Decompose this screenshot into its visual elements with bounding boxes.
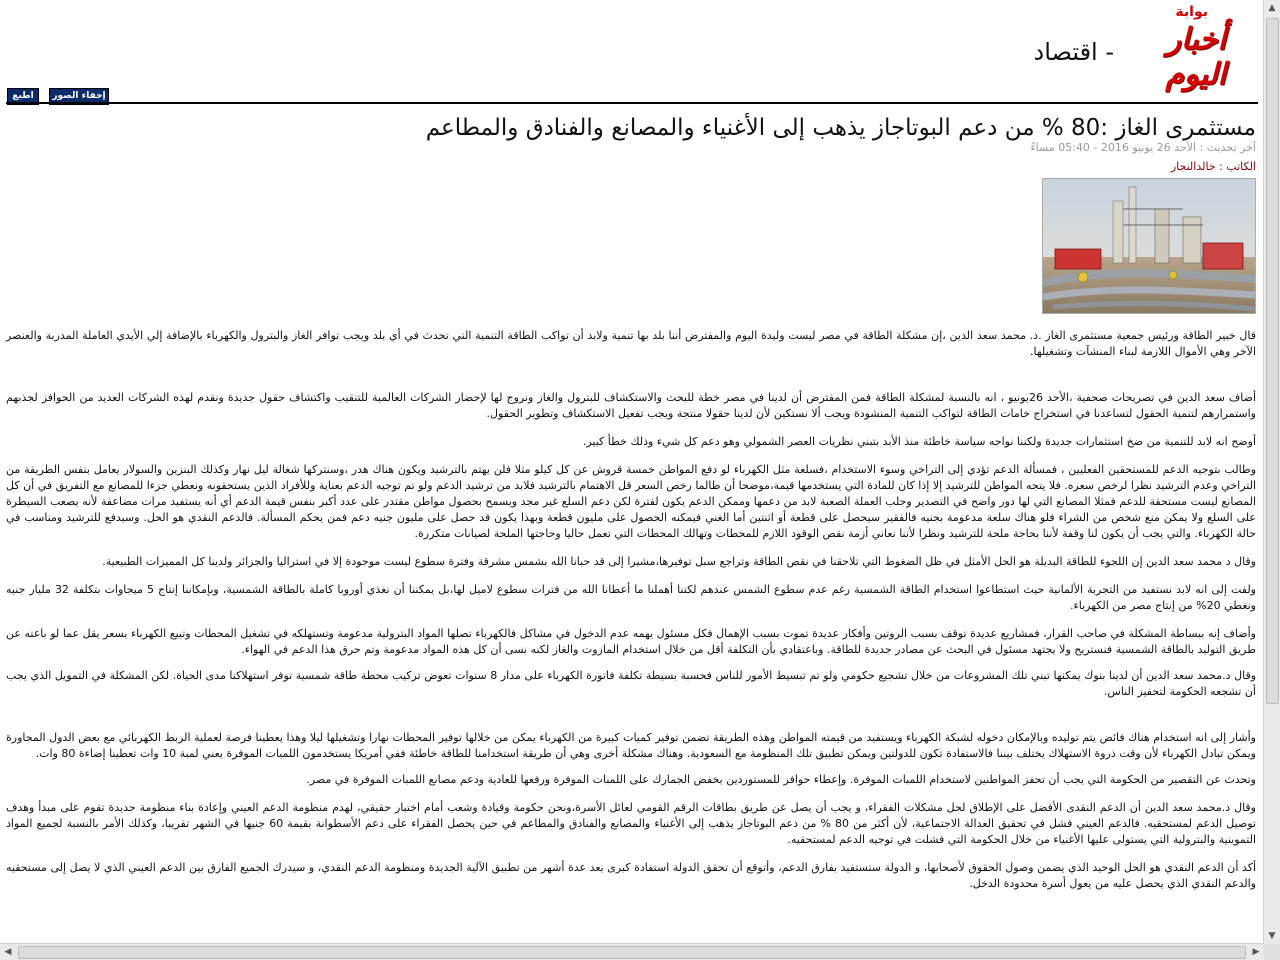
horizontal-scrollbar[interactable]: [0, 943, 1264, 960]
triangle-down-icon[interactable]: ▼: [1268, 931, 1276, 941]
logo-small-text: بوابة: [1175, 4, 1208, 20]
article-paragraph: أوضح انه لابد للتنمية من ضخ استثمارات جديدة ولكننا نواجه سياسة خاطئة منذ الأبد بتبني نظريات العصر الشمولي وهو دعم كل شيء وذلك خطأ كبير.: [582, 435, 1256, 448]
article-paragraph: أضاف سعد الدين في تصريحات صحفية ،الأحد 26يونيو ، انه بالنسبة لمشكلة الطاقة فمن المفترض أن لدينا في مصر خطة للبحث والاستكشاف للبترول والغاز ونروج لها لإحضار الشركات العالمية للتنقيب واكتشاف حقول جديدة ونقدم لهذه الشركات العديد من الحوافز لجذبهم واستمرارهم لتنمية الحقول لتساعدنا في استخراج خامات الطاقة لتواكب التنمية المنشودة ويجب ألا نستكين لأن لدينا حقولا منتجة ويجب تفعيل الاستكشاف وتطوير الحقول.: [6, 391, 1256, 420]
hide-images-button[interactable]: إخفاء الصور: [49, 88, 109, 105]
article-paragraph: أكد أن الدعم النقدي هو الحل الوحيد الذي يضمن وصول الحقوق لأصحابها، و الدولة ستستفيد بفارق الدعم، وأتوقع أن تحقق الدولة استفادة كبرى بعد عدة أشهر من تطبيق الآلية الجديدة ومنظومة الدعم النقدي، و سيدرك الجميع الفارق بين الدعم العيني الذي لا يصل إلى مستحقيه والدعم النقدي الذي يحصل عليه من يعول أسرة محدودة الدخل.: [6, 861, 1256, 890]
article-paragraph: وطالب بتوجيه الدعم للمستحقين الفعليين ، فمسألة الدعم تؤدي إلى التراخي وسوء الاستخدام ،فسلعة مثل الكهرباء لو دفع المواطن خمسة قروش عن كل كيلو مثلا فلن يهتم بالترشيد ويكون هناك هدر ،وسنتركها شغالة ليل نهار وكذلك البنزين والسولار يعامل بنفس الطريقة من التراخي وعدم الترشيد نظرا لرخص سعره. فلا يتجه المواطن للترشيد إلا إذا كان للمادة التي يستخدمها قيمة،موضحا أن طالما رخص السعر قل الاهتمام بالترشيد فلابد من ترشيد الدعم ولو تم توجيه الدعم بعناية وللأفراد الذين يستحقونه ونعطي جزءا للمصانع مع التفريق في أن كل المصانع ليست مستحقة للدعم فمثلا المصانع التي لها دور واضح في التصدير وجلب العملة الصعبة لابد من دعمها وممكن الدعم يكون لفترة لكن دعم السلع غير مجد ويسمح بحصول مواطن مقتدر على عدد أكبر بنفس قيمة الدعم أي أنه يستفيد مرات مضاعفة لأنه يصعب السيطرة على السلع ولا يمكن منع شخص من الشراء فلو هناك سلعة مدعومة بجنيه فالفقير سيحصل على قطعة أو اثنتين أما الغني فيمكنه الحصول على مليون قطعة وبهذا يكون قد حصل على مليون جنيه دعم فمن يحكم المسألة. فالدعم النقدي هو الحل. وسيدفع للترشيد ومناسب في حالة الكهرباء. والتي يجب أن يكون لنا وقفة لأننا بحاجة ملحة للترشيد ونظرا لأننا نعاني أزمة نقص الوقود اللازم للمحطات وتهالك المحطات التي تعمل حاليا وحاجتها الملحة لصيانات متكررة.: [6, 463, 1256, 540]
horizontal-scroll-thumb[interactable]: [18, 946, 1246, 959]
article-paragraph: قال خبير الطاقة ورئيس جمعية مستثمرى الغاز .د. محمد سعد الدين ،إن مشكلة الطاقة في مصر ليست وليدة اليوم والمفترض أننا بلد بها تنمية ولابد أن تواكب الطاقة التنمية التي تحدث في أي بلد ويجب توافر الغاز والبترول والكهرباء بالإضافة إلي الأيدي العاملة المدربة والعنصر الآخر وهي الأموال اللازمة لبناء المنشآت وتشغيلها.: [6, 329, 1256, 358]
site-logo[interactable]: [1118, 4, 1226, 92]
triangle-right-icon[interactable]: ▶: [1252, 947, 1260, 957]
vertical-scrollbar[interactable]: [1263, 0, 1280, 944]
logo-main-text: أخبار اليوم: [1165, 22, 1226, 92]
article-paragraph: وقال د.محمد سعد الدين أن الدعم النقدى الأفضل على الإطلاق لحل مشكلات الفقراء، و يجب أن يصل عن طريق بطاقات الرقم القومي لعائل الأسرة،ونحن حكومة وقيادة وشعب أمام اختبار حقيقي، لهدم منظومة الدعم العيني وإعادة بناء منظومة جديدة تقوم على مبدأ وهدف توصيل الدعم لمستحقيه. فالدعم العيني فشل في تحقيق العدالة الاجتماعية، لأن أكثر من 80 % من دعم البوتاجاز يذهب إلى الأغنياء والمصانع والفنادق والمطاعم في حين يحصل الفقراء على دعم الأسطوانة بقيمة 60 جنيها في الشهر تقريبا، وكذلك الأمر بالنسبة لجميع المواد التموينية والبترولية التي يستولى عليها الأغنياء من خلال الحكومة التي فشلت في توجيه الدعم لمستحقيه.: [6, 801, 1256, 846]
article-paragraph: وأضاف إنه ببساطة المشكلة في صاحب القرار، فمشاريع عديدة توقف بسبب الروتين وأفكار عديدة تموت بسبب الإهمال فكل مسئول يهمه عدم الدخول في مشاكل فالكهرباء تصلها المواد البترولية مدعومة وتستهلكه في تشغيل المحطات وتبيع الكهرباء بسعر يقل عما لو باعته عن طريق التوليد بالطاقة الشمسية فنستريح ولا يجتهد مسئول في البحث عن مصادر جديدة للطاقة. وباعتقادي بأن التكلفة أقل من خلال استخدام المازوت والغاز لكنه نسى أن كل هذه المواد مدعومة وتم حرق هذا الدعم في الهواء.: [6, 627, 1256, 656]
article-paragraph: ولفت إلى انه لابد نستفيد من التجربة الألمانية حيث استطاعوا استخدام الطاقة الشمسية رغم عدم سطوع الشمس عندهم لكننا أهملنا ما أعطانا الله من فترات سطوع لاميل لها،بل يمكننا أن نغذي أوروبا كاملة بالطاقة الشمسية، وبإمكاننا إنتاج 5 ميجاوات بتكلفة 32 مليار جنيه ونغطي 20% من إنتاج مصر من الكهرباء.: [6, 583, 1256, 612]
article-photo: [1042, 178, 1256, 314]
article-paragraph: وقال د.محمد سعد الدين أن لدينا بنوك يمكنها تبني تلك المشروعات من خلال تشجيع حكومي ولو تم تبسيط الأمور للناس فحسبة بسيطة تكلفة فاتورة الكهرباء على مدار 8 سنوات تعوض تركيب محطة طاقة شمسية توفر استهلاكنا مدى الحياة. لكن المشكلة في التمويل الذي يجب أن تشجعه الحكومة لتحفيز الناس.: [6, 669, 1257, 698]
triangle-left-icon[interactable]: ◀: [4, 947, 12, 957]
article-body: [6, 328, 1256, 892]
section-title: - اقتصاد: [1033, 38, 1114, 66]
triangle-up-icon[interactable]: ▲: [1268, 3, 1276, 13]
scrollbar-corner: [1264, 944, 1280, 960]
article-paragraph: وتحدث عن التقصير من الحكومة التي يجب أن تحفز المواطنين لاستخدام اللمبات الموفرة. وإعطاء حوافز للمستوردين بخفض الجمارك على اللمبات الموفرة ورفعها للعادية ودعم مصانع اللمبات الموفرة في مصر.: [306, 773, 1256, 786]
last-updated: آخر تحديث : الأحد 26 يونيو 2016 - 05:40 مساءً: [1030, 141, 1256, 154]
article-author: الكاتب : خالدالنجار: [1170, 160, 1256, 173]
article-headline: مستثمرى الغاز :80 % من دعم البوتاجاز يذهب إلى الأغنياء والمصانع والفنادق والمطاعم: [425, 115, 1256, 141]
vertical-scroll-thumb[interactable]: [1266, 18, 1279, 704]
header-divider: [6, 102, 1258, 104]
article-paragraph: وقال د محمد سعد الدين إن اللجوء للطاقة البديلة هو الحل الأمثل في ظل الضغوط التي تلاحقنا في نقص الطاقة وتراجع سبل توفيرها،مشيرا إلى قد حبانا الله بشمس مشرقة وفترة سطوع ليست موجودة إلا في استراليا والجزائر ولدينا كل المميزات الطبيعية.: [102, 555, 1256, 568]
article-paragraph: وأشار إلى انه استخدام هناك فائض يتم توليده وبالإمكان دخوله لشبكة الكهرباء ويستفيد من قيمته المواطن وهذه الطريقة تضمن توفير كميات كبيرة من الكهرباء يمكن من خلالها توفير المحطات نهارا وتشغيلها ليلا وهذا يعطينا فرصة لعملية الربط الكهربائي مع بعض الدول المجاورة ويمكن تبادل الكهرباء لأن وقت ذروة الاستهلاك يختلف بيننا فالاستفادة تكون للدولتين ويمكن تطبيق تلك المنظومة مع السعودية. وهناك مشكلة أخرى وهي أن طريقة استخدامنا للطاقة خاطئة ففي أمريكا يستخدمون اللمبات الموفرة يعني لمبة 10 وات تعطينا إضاءة 80 وات.: [6, 731, 1256, 760]
print-button[interactable]: اطبع: [7, 88, 39, 105]
